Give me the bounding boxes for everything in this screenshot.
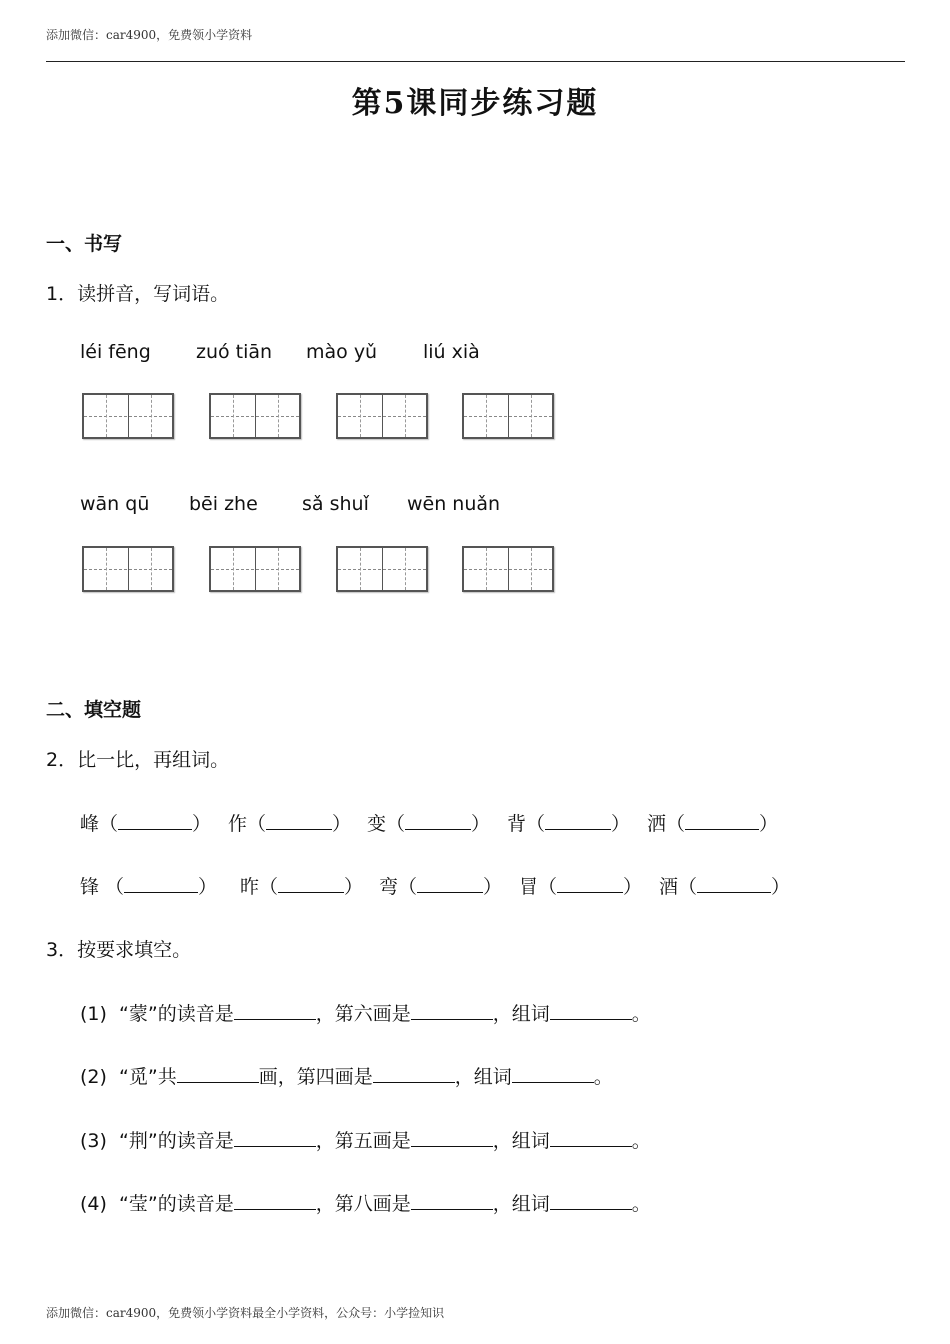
character-label: 作（ <box>228 813 267 835</box>
answer-blank[interactable] <box>411 1000 493 1020</box>
pinyin-word: wēn nuǎn <box>407 493 501 515</box>
answer-blank[interactable] <box>234 1127 316 1147</box>
pinyin-word: léi fēng <box>80 341 151 363</box>
sub-question-text: ，第六画是 <box>315 1003 411 1025</box>
answer-blank[interactable] <box>411 1127 493 1147</box>
section-heading-fill-in: 二、填空题 <box>46 699 142 721</box>
answer-blank[interactable] <box>118 810 192 830</box>
character-writing-box[interactable] <box>82 546 174 592</box>
close-paren: ） <box>471 813 491 835</box>
sub-question-text: “蒙”的读音是 <box>119 1003 234 1025</box>
sub-question-end: 。 <box>631 1130 651 1152</box>
sub-question-2 <box>80 1062 613 1089</box>
sub-question-text: 画，第四画是 <box>258 1066 373 1088</box>
character-label: 变（ <box>367 813 406 835</box>
answer-blank[interactable] <box>550 1127 632 1147</box>
compare-item <box>80 872 217 899</box>
sub-question-4 <box>80 1189 651 1216</box>
close-paren: ） <box>623 876 643 898</box>
header-note: 添加微信：car4900，免费领小学资料 <box>46 28 253 42</box>
sub-question-text: ，第五画是 <box>315 1130 411 1152</box>
answer-blank[interactable] <box>234 1000 316 1020</box>
sub-question-number: (3) <box>80 1130 107 1152</box>
close-paren: ） <box>483 876 503 898</box>
question-3: 3．按要求填空。 <box>46 939 192 961</box>
pinyin-word: zuó tiān <box>196 341 273 363</box>
answer-blank[interactable] <box>177 1063 259 1083</box>
sub-question-end: 。 <box>631 1003 651 1025</box>
compare-item <box>647 809 778 836</box>
answer-blank[interactable] <box>417 873 483 893</box>
character-writing-box[interactable] <box>336 546 428 592</box>
character-label: 锋 （ <box>80 876 125 898</box>
character-label: 酒（ <box>659 876 698 898</box>
sub-question-text: ，组词 <box>454 1066 512 1088</box>
answer-blank[interactable] <box>557 873 623 893</box>
character-writing-box[interactable] <box>462 393 554 439</box>
answer-blank[interactable] <box>411 1190 493 1210</box>
question-2: 2．比一比，再组词。 <box>46 749 230 771</box>
sub-question-end: 。 <box>631 1193 651 1215</box>
close-paren: ） <box>192 813 212 835</box>
character-writing-box[interactable] <box>209 546 301 592</box>
answer-blank[interactable] <box>278 873 344 893</box>
character-label: 峰（ <box>80 813 119 835</box>
sub-question-3 <box>80 1126 651 1153</box>
answer-blank[interactable] <box>697 873 771 893</box>
compare-item <box>659 872 790 899</box>
answer-blank[interactable] <box>266 810 332 830</box>
pinyin-word: sǎ shuǐ <box>302 493 369 515</box>
close-paren: ） <box>771 876 791 898</box>
answer-blank[interactable] <box>512 1063 594 1083</box>
answer-blank[interactable] <box>405 810 471 830</box>
pinyin-word: liú xià <box>423 341 480 363</box>
compare-item <box>367 809 490 836</box>
compare-item <box>507 809 630 836</box>
sub-question-number: (1) <box>80 1003 107 1025</box>
close-paren: ） <box>332 813 352 835</box>
answer-blank[interactable] <box>685 810 759 830</box>
compare-item <box>228 809 351 836</box>
header-divider <box>46 61 905 62</box>
answer-blank[interactable] <box>550 1000 632 1020</box>
close-paren: ） <box>198 876 218 898</box>
answer-blank[interactable] <box>373 1063 455 1083</box>
section-heading-writing: 一、书写 <box>46 233 123 255</box>
compare-item <box>240 872 363 899</box>
character-writing-box[interactable] <box>462 546 554 592</box>
close-paren: ） <box>611 813 631 835</box>
answer-blank[interactable] <box>545 810 611 830</box>
character-writing-box[interactable] <box>209 393 301 439</box>
character-label: 弯（ <box>379 876 418 898</box>
pinyin-word: wān qū <box>80 493 150 515</box>
character-label: 背（ <box>507 813 546 835</box>
sub-question-text: “觅”共 <box>119 1066 177 1088</box>
compare-item <box>379 872 502 899</box>
sub-question-1 <box>80 999 651 1026</box>
close-paren: ） <box>344 876 364 898</box>
character-writing-box[interactable] <box>336 393 428 439</box>
sub-question-text: “荆”的读音是 <box>119 1130 234 1152</box>
sub-question-number: (4) <box>80 1193 107 1215</box>
page-title: 第5课同步练习题 <box>351 86 599 121</box>
character-label: 昨（ <box>240 876 279 898</box>
close-paren: ） <box>759 813 779 835</box>
compare-item <box>80 809 211 836</box>
pinyin-word: mào yǔ <box>306 341 378 363</box>
sub-question-end: 。 <box>593 1066 613 1088</box>
compare-item <box>519 872 642 899</box>
character-label: 洒（ <box>647 813 686 835</box>
sub-question-text: ，组词 <box>492 1193 550 1215</box>
sub-question-text: ，组词 <box>492 1003 550 1025</box>
pinyin-word: bēi zhe <box>189 493 258 515</box>
sub-question-number: (2) <box>80 1066 107 1088</box>
answer-blank[interactable] <box>124 873 198 893</box>
sub-question-text: ，组词 <box>492 1130 550 1152</box>
answer-blank[interactable] <box>550 1190 632 1210</box>
question-1: 1．读拼音，写词语。 <box>46 283 230 305</box>
sub-question-text: “莹”的读音是 <box>119 1193 234 1215</box>
answer-blank[interactable] <box>234 1190 316 1210</box>
sub-question-text: ，第八画是 <box>315 1193 411 1215</box>
footer-note: 添加微信：car4900，免费领小学资料最全小学资料，公众号：小学捡知识 <box>46 1306 445 1320</box>
character-label: 冒（ <box>519 876 558 898</box>
character-writing-box[interactable] <box>82 393 174 439</box>
